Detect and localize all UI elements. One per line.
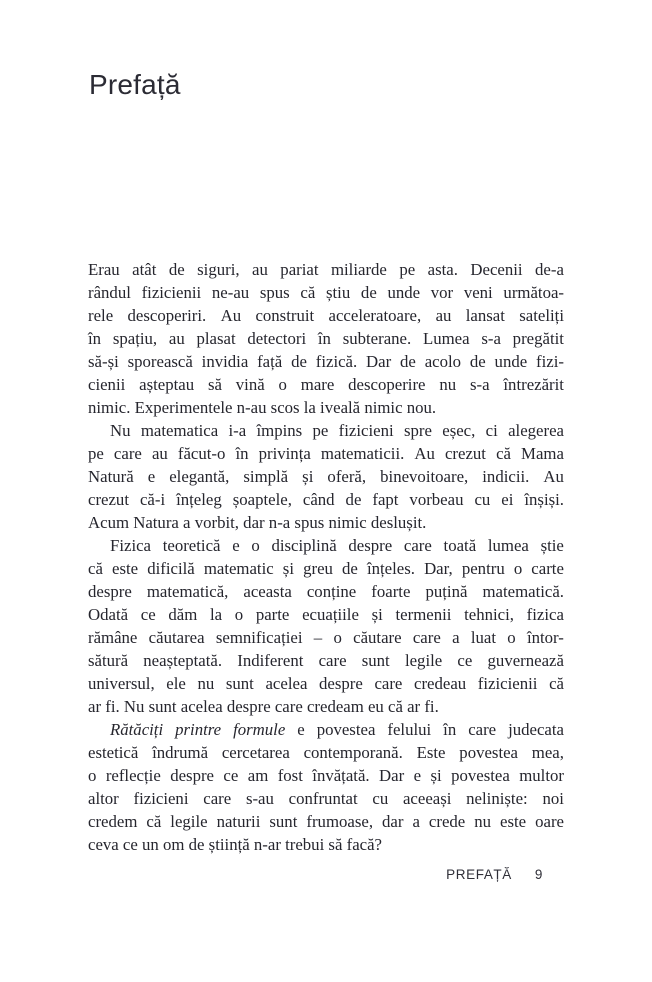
text-line: rămâne căutarea semnificației – o căutare care a luat o întor-: [88, 628, 564, 647]
page-footer: [446, 867, 543, 882]
text-line: crezut că-i înțeleg șoaptele, când de fapt vorbeau cu ei înșiși.: [88, 490, 564, 509]
text-line: că este dificilă matematic și greu de înțeles. Dar, pentru o carte: [88, 559, 564, 578]
text-line: Fizica teoretică e o disciplină despre care toată lumea știe: [110, 536, 564, 555]
chapter-heading: Prefață: [89, 69, 181, 100]
text-line: rele descoperiri. Au construit acceleratoare, au lansat sateliți: [88, 306, 564, 325]
text-line: să-și sporească invidia față de fizică. Dar de acolo de unde fizi-: [88, 352, 564, 371]
text-line: estetică îndrumă cercetarea contemporană. Este povestea mea,: [88, 743, 564, 762]
text-line: o reflecție despre ce am fost învățată. Dar e și povestea multor: [88, 766, 564, 785]
text-line: ar fi. Nu sunt acelea despre care credeam eu că ar fi.: [88, 697, 439, 716]
text-line: pe care au făcut-o în privința matematicii. Au crezut că Mama: [88, 444, 564, 463]
text-line: Natură e elegantă, simplă și oferă, binevoitoare, indicii. Au: [88, 467, 564, 486]
paragraph: [88, 534, 564, 718]
text-line: în spațiu, au plasat detectori în subterane. Lumea s-a pregătit: [88, 329, 564, 348]
text-line: Rătăciți printre formule e povestea felului în care judecata: [110, 720, 564, 739]
paragraph: [88, 718, 564, 856]
text-line: credem că legile naturii sunt frumoase, dar a crede nu este oare: [88, 812, 564, 831]
text-line: despre matematică, aceasta conține foarte puțină matematică.: [88, 582, 564, 601]
paragraph: [88, 258, 564, 419]
text-block: [88, 258, 564, 856]
text-line: ceva ce un om de știință n-ar trebui să facă?: [88, 835, 382, 854]
text-line: universul, ele nu sunt acelea despre care credeau fizicienii că: [88, 674, 564, 693]
text-line: Erau atât de siguri, au pariat miliarde pe asta. Decenii de-a: [88, 260, 564, 279]
text-line: Nu matematica i-a împins pe fizicieni spre eșec, ci alegerea: [110, 421, 564, 440]
footer-section-label: PREFAȚĂ: [446, 867, 512, 882]
paragraph: [88, 419, 564, 534]
text-line: sătură neașteptată. Indiferent care sunt legile ce guvernează: [88, 651, 564, 670]
text-line: altor fizicieni care s-au confruntat cu aceeași neliniște: noi: [88, 789, 564, 808]
text-line: cienii așteptau să vină o mare descoperire nu s-a întrezărit: [88, 375, 564, 394]
text-line: nimic. Experimentele n-au scos la iveală nimic nou.: [88, 398, 437, 417]
text-line: rândul fizicienii ne-au spus că știu de unde vor veni următoa-: [88, 283, 564, 302]
footer-page-number: 9: [534, 867, 543, 882]
text-line: Odată ce dăm la o parte ecuațiile și termenii tehnici, fizica: [88, 605, 564, 624]
text-line: Acum Natura a vorbit, dar n-a spus nimic deslușit.: [88, 513, 427, 532]
